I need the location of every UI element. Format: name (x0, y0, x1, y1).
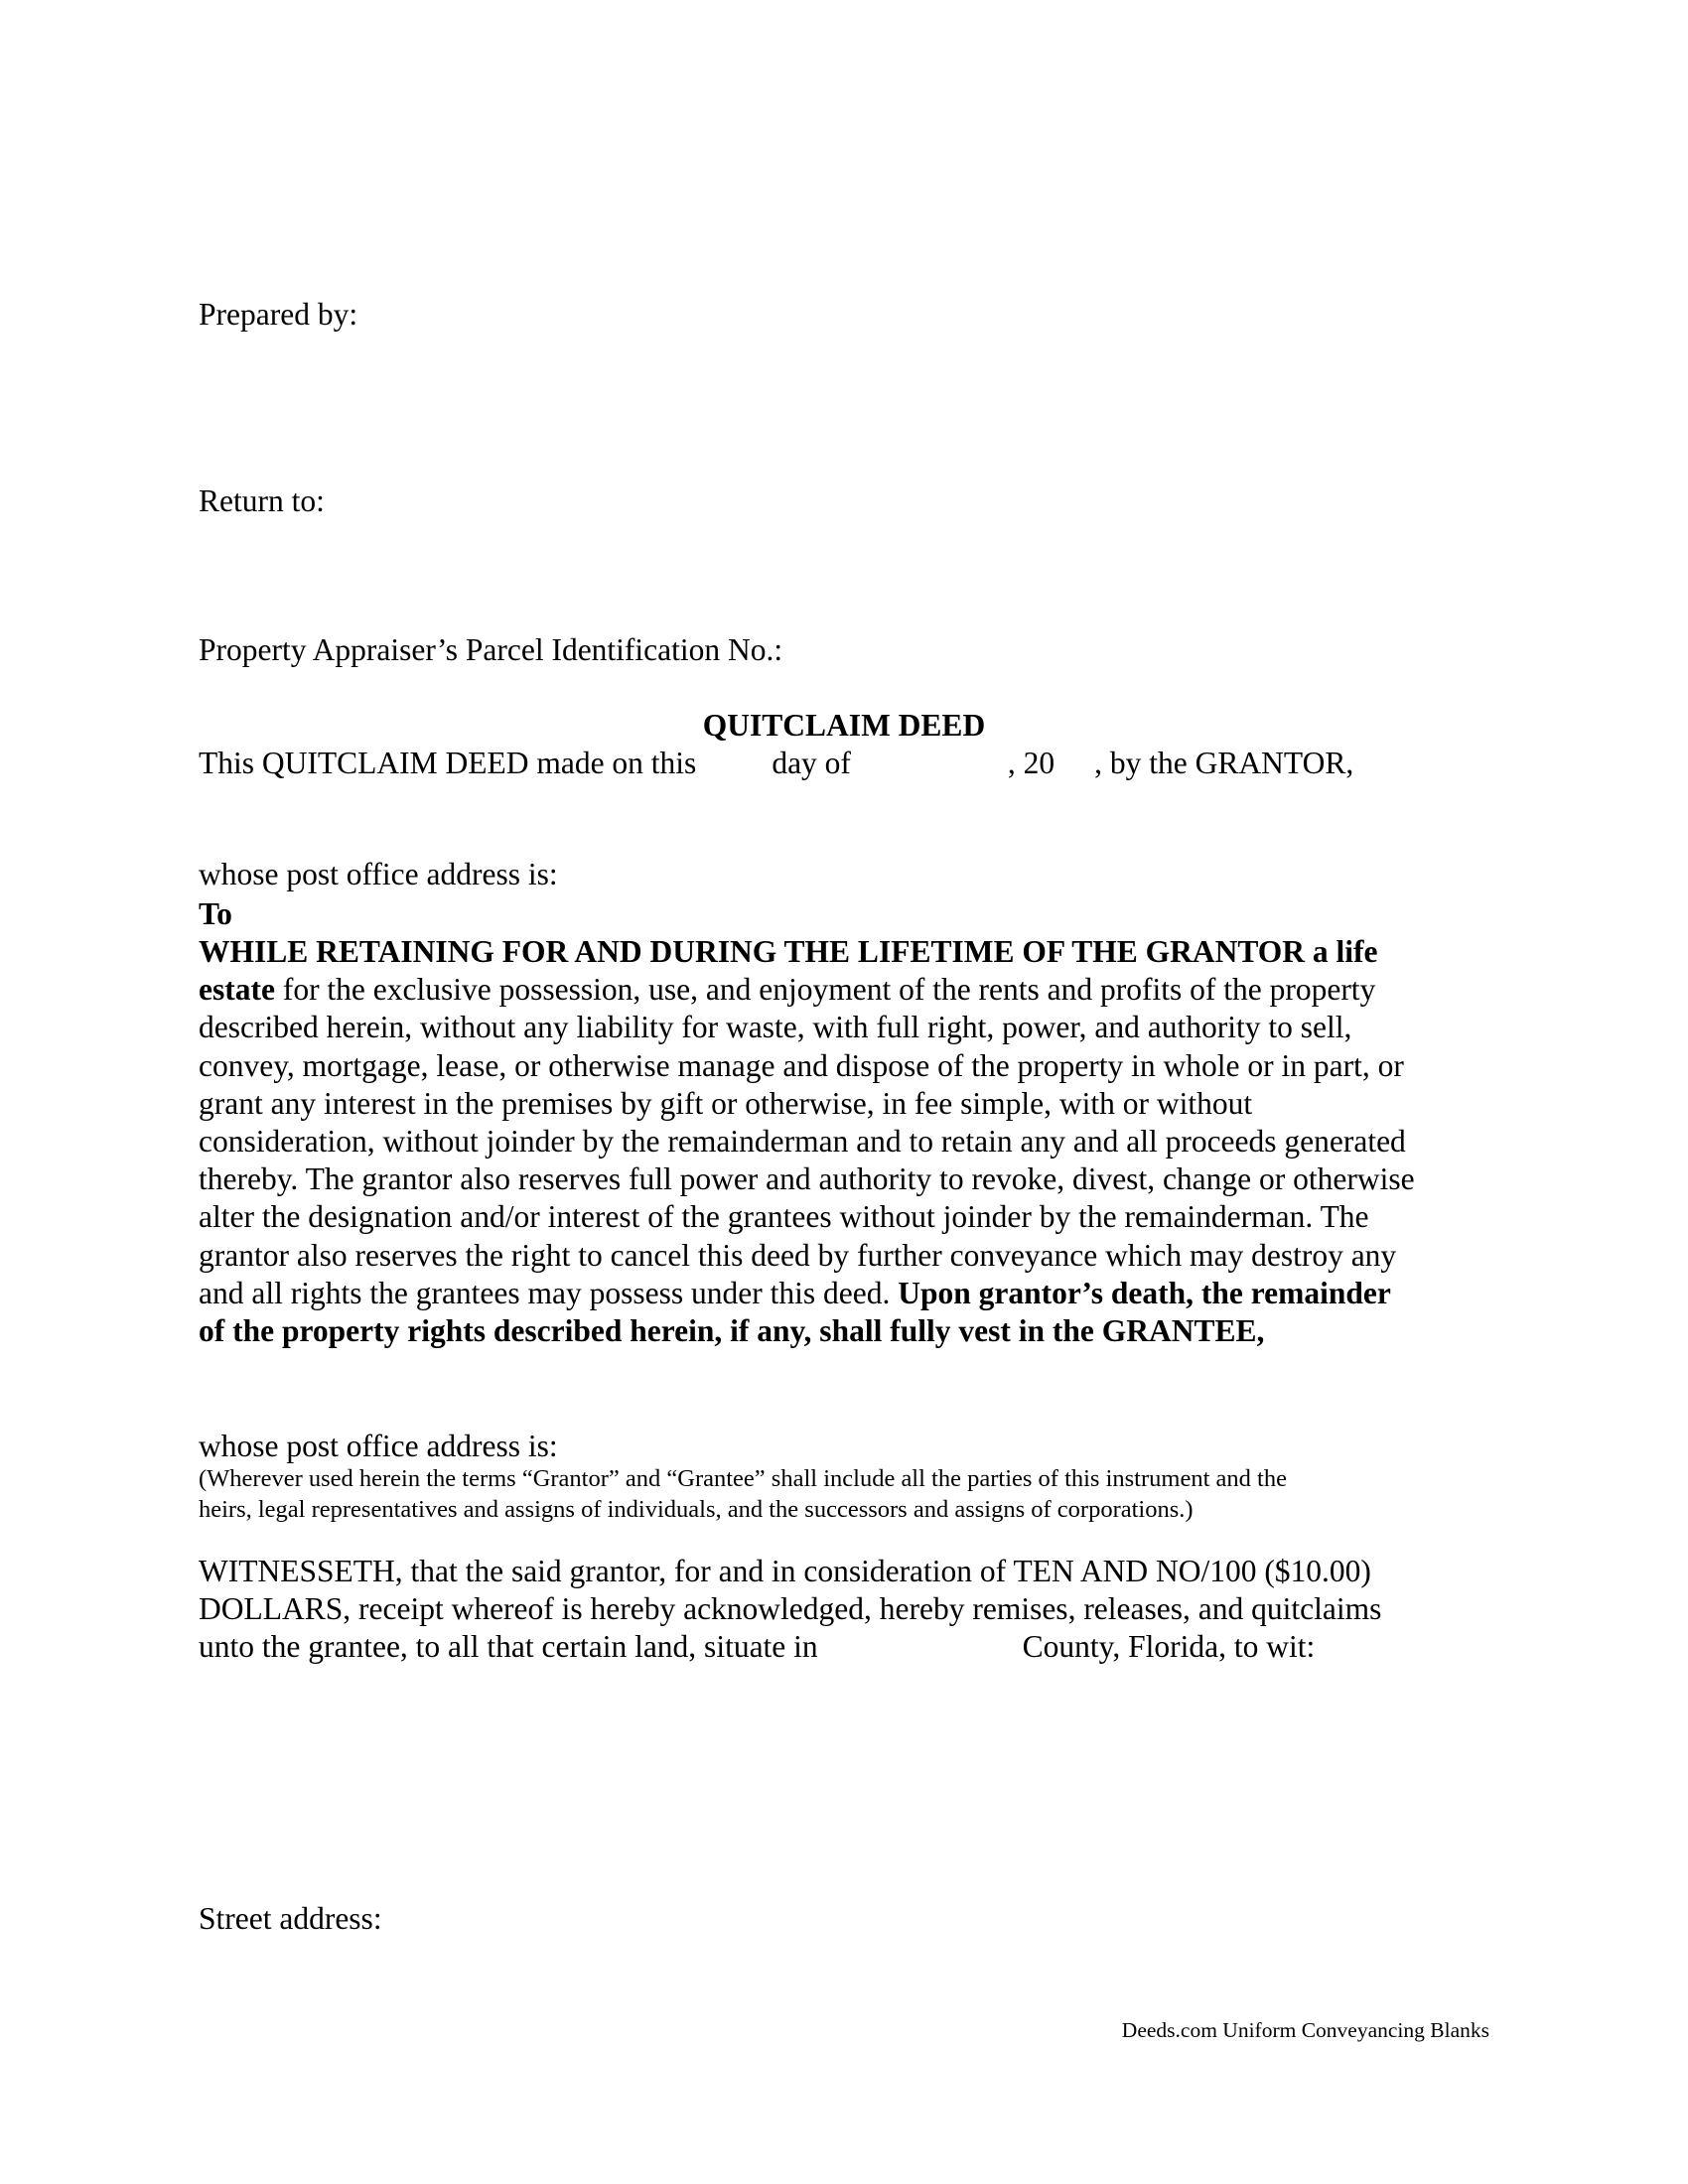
life-estate-line: of the property rights described herein, if any, shall fully vest in the GRANTEE, (199, 1313, 1265, 1349)
definitions-line: (Wherever used herein the terms “Grantor” and “Grantee” shall include all the parties of this instrument and the (199, 1465, 1287, 1492)
life-estate-line: consideration, without joinder by the remainderman and to retain any and all proceeds generated (199, 1124, 1406, 1160)
life-estate-line: estate for the exclusive possession, use, and enjoyment of the rents and profits of the property (199, 972, 1376, 1008)
intro-part-2: day of (772, 746, 851, 780)
life-estate-line: alter the designation and/or interest of the grantees without joinder by the remainderman. The (199, 1199, 1369, 1235)
life-estate-line: thereby. The grantor also reserves full power and authority to revoke, divest, change or otherwise (199, 1161, 1415, 1197)
footer-text: Deeds.com Uniform Conveyancing Blanks (1121, 2018, 1489, 2042)
intro-line (199, 745, 1353, 782)
prepared-by-label: Prepared by: (199, 297, 358, 332)
grantor-address-label: whose post office address is: (199, 857, 558, 891)
intro-part-1: This QUITCLAIM DEED made on this (199, 746, 697, 780)
document-title: QUITCLAIM DEED (702, 708, 986, 743)
definitions-note (199, 1463, 1489, 1525)
grantee-address-label: whose post office address is: (199, 1429, 558, 1463)
life-estate-line: grant any interest in the premises by gift or otherwise, in fee simple, with or without (199, 1085, 1253, 1121)
street-address-label: Street address: (199, 1901, 382, 1936)
life-estate-line: and all rights the grantees may possess under this deed. Upon grantor’s death, the remainder (199, 1275, 1391, 1310)
witnesseth-line: unto the grantee, to all that certain land, situate in County, Florida, to wit: (199, 1629, 1316, 1665)
to-label: To (199, 896, 232, 931)
witnesseth-paragraph (199, 1553, 1489, 1667)
life-estate-paragraph (199, 933, 1489, 1350)
life-estate-line: WHILE RETAINING FOR AND DURING THE LIFETIME OF THE GRANTOR a life (199, 934, 1378, 969)
definitions-line: heirs, legal representatives and assigns of individuals, and the successors and assigns of corporations.) (199, 1496, 1194, 1523)
return-to-label: Return to: (199, 483, 325, 518)
intro-part-3: , 20 (1007, 746, 1055, 780)
life-estate-line: convey, mortgage, lease, or otherwise manage and dispose of the property in whole or in part, or (199, 1047, 1404, 1083)
life-estate-line: described herein, without any liability for waste, with full right, power, and authority to sell, (199, 1010, 1352, 1045)
life-estate-line: grantor also reserves the right to cancel this deed by further conveyance which may destroy any (199, 1237, 1397, 1273)
witnesseth-line: DOLLARS, receipt whereof is hereby acknowledged, hereby remises, releases, and quitclaims (199, 1591, 1382, 1627)
intro-part-4: , by the GRANTOR, (1094, 746, 1354, 780)
parcel-id-label: Property Appraiser’s Parcel Identification No.: (199, 632, 783, 667)
witnesseth-line: WITNESSETH, that the said grantor, for and in consideration of TEN AND NO/100 ($10.00) (199, 1554, 1371, 1588)
